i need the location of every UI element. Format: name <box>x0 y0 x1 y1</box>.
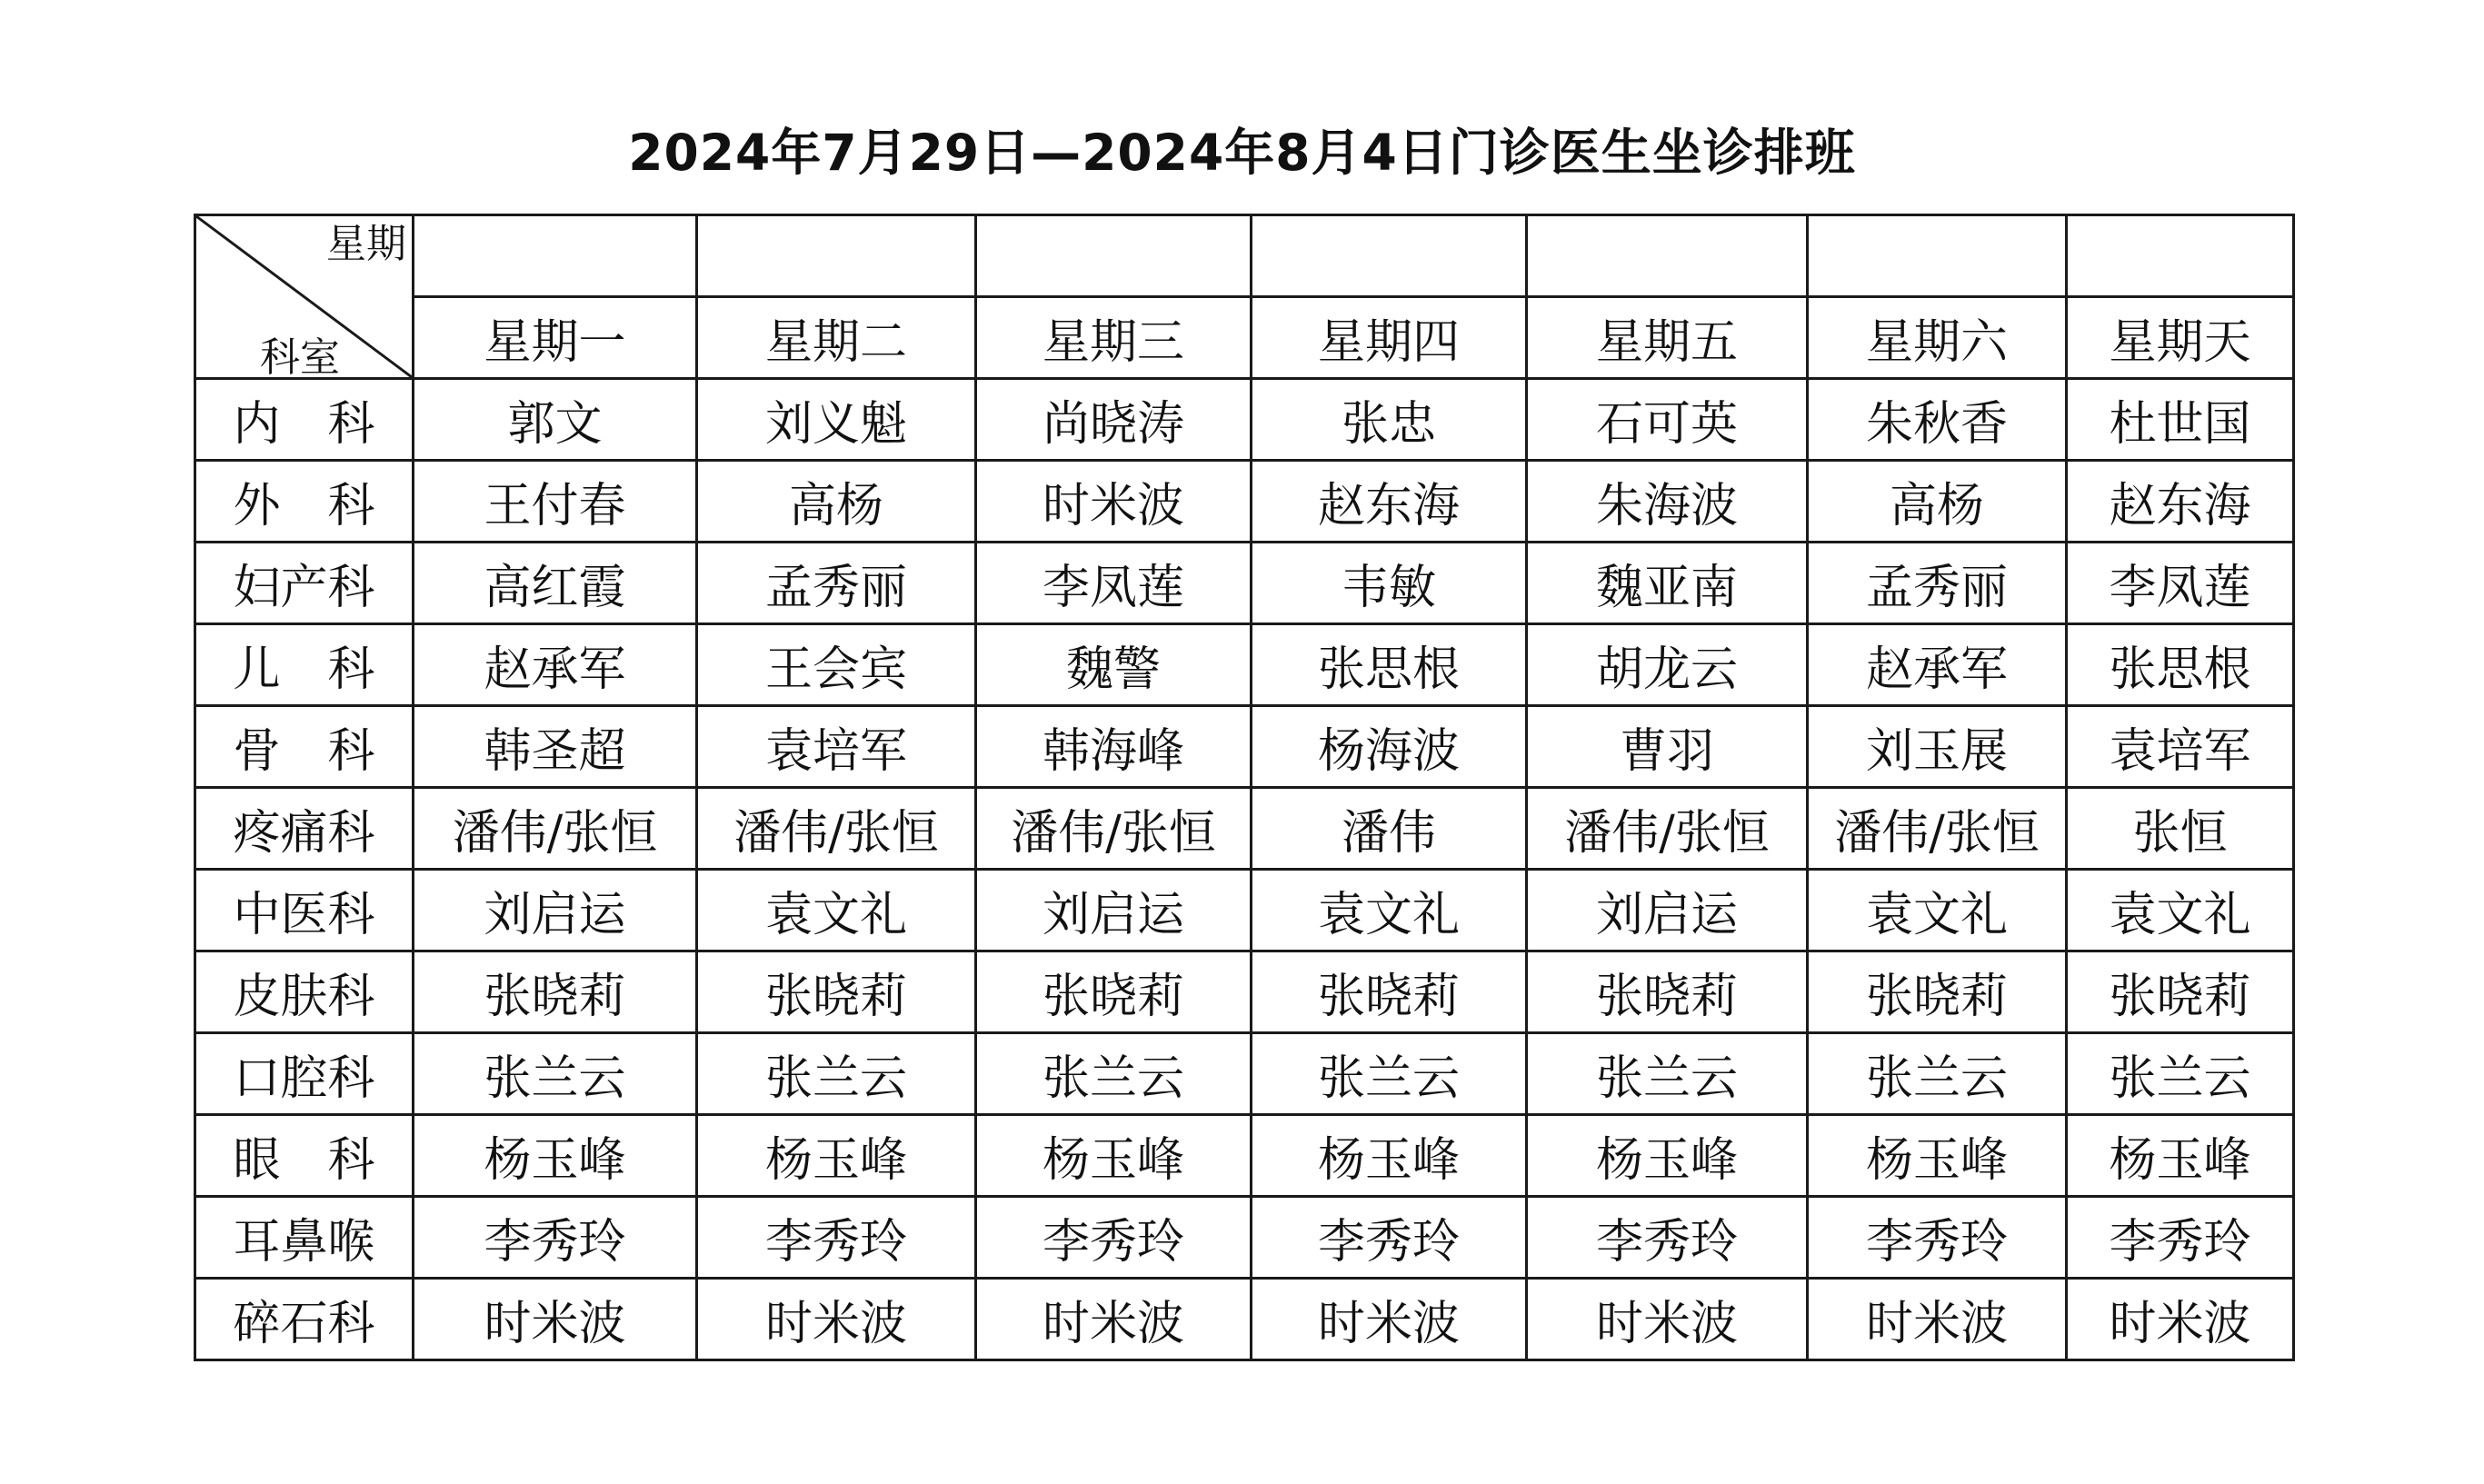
doctor-cell: 袁文礼 <box>2067 870 2294 951</box>
doctor-cell: 李秀玲 <box>697 1197 976 1279</box>
department-cell: 眼 科 <box>195 1115 414 1197</box>
doctor-cell: 潘伟/张恒 <box>1808 788 2067 870</box>
doctor-cell: 张兰云 <box>697 1033 976 1115</box>
doctor-cell: 李秀玲 <box>2067 1197 2294 1279</box>
doctor-cell: 刘启运 <box>414 870 697 951</box>
doctor-cell: 李秀玲 <box>414 1197 697 1279</box>
doctor-cell: 张恒 <box>2067 788 2294 870</box>
doctor-cell: 时米波 <box>2067 1279 2294 1360</box>
doctor-cell: 张兰云 <box>1808 1033 2067 1115</box>
doctor-cell: 曹羽 <box>1527 706 1808 788</box>
doctor-cell: 孟秀丽 <box>697 543 976 624</box>
table-row <box>195 706 2294 788</box>
weekday-header-tue: 星期二 <box>697 297 976 379</box>
doctor-cell: 张兰云 <box>414 1033 697 1115</box>
table-row <box>195 379 2294 461</box>
department-cell: 儿 科 <box>195 624 414 706</box>
weekday-header-sun: 星期天 <box>2067 297 2294 379</box>
doctor-cell: 时米波 <box>1527 1279 1808 1360</box>
department-cell: 骨 科 <box>195 706 414 788</box>
doctor-cell: 潘伟/张恒 <box>976 788 1252 870</box>
doctor-cell: 赵东海 <box>2067 461 2294 543</box>
table-row <box>195 543 2294 624</box>
blank-header-cell <box>1527 215 1808 297</box>
blank-header-cell <box>1808 215 2067 297</box>
doctor-cell: 张晓莉 <box>2067 951 2294 1033</box>
doctor-cell: 李秀玲 <box>1808 1197 2067 1279</box>
doctor-cell: 杨玉峰 <box>697 1115 976 1197</box>
doctor-cell: 张晓莉 <box>1808 951 2067 1033</box>
doctor-cell: 杨海波 <box>1252 706 1527 788</box>
table-row <box>195 1115 2294 1197</box>
doctor-cell: 韩圣超 <box>414 706 697 788</box>
doctor-cell: 赵东海 <box>1252 461 1527 543</box>
doctor-cell: 潘伟 <box>1252 788 1527 870</box>
corner-dept-label: 科室 <box>260 334 340 379</box>
department-cell: 耳鼻喉 <box>195 1197 414 1279</box>
table-row <box>195 461 2294 543</box>
table-row <box>195 1033 2294 1115</box>
weekday-header-wed: 星期三 <box>976 297 1252 379</box>
doctor-cell: 时米波 <box>1808 1279 2067 1360</box>
doctor-cell: 袁培军 <box>2067 706 2294 788</box>
doctor-cell: 李秀玲 <box>1252 1197 1527 1279</box>
doctor-cell: 赵承军 <box>1808 624 2067 706</box>
doctor-cell: 时米波 <box>976 1279 1252 1360</box>
table-row <box>195 870 2294 951</box>
doctor-cell: 李秀玲 <box>1527 1197 1808 1279</box>
doctor-cell: 高杨 <box>697 461 976 543</box>
doctor-cell: 尚晓涛 <box>976 379 1252 461</box>
department-cell: 妇产科 <box>195 543 414 624</box>
doctor-cell: 潘伟/张恒 <box>414 788 697 870</box>
corner-header-cell <box>195 215 414 379</box>
doctor-cell: 袁文礼 <box>1808 870 2067 951</box>
department-cell: 皮肤科 <box>195 951 414 1033</box>
doctor-cell: 高红霞 <box>414 543 697 624</box>
doctor-cell: 朱秋香 <box>1808 379 2067 461</box>
doctor-cell: 张思根 <box>1252 624 1527 706</box>
doctor-cell: 杨玉峰 <box>414 1115 697 1197</box>
doctor-cell: 杜世国 <box>2067 379 2294 461</box>
doctor-cell: 李秀玲 <box>976 1197 1252 1279</box>
weekday-header-row <box>195 297 2294 379</box>
blank-header-cell <box>697 215 976 297</box>
doctor-cell: 张晓莉 <box>1527 951 1808 1033</box>
table-row <box>195 788 2294 870</box>
doctor-cell: 刘玉展 <box>1808 706 2067 788</box>
schedule-body <box>195 379 2294 1360</box>
department-cell: 碎石科 <box>195 1279 414 1360</box>
doctor-cell: 杨玉峰 <box>1808 1115 2067 1197</box>
doctor-cell: 王付春 <box>414 461 697 543</box>
doctor-cell: 张忠 <box>1252 379 1527 461</box>
header-row-blank <box>195 215 2294 297</box>
doctor-cell: 潘伟/张恒 <box>1527 788 1808 870</box>
weekday-header-fri: 星期五 <box>1527 297 1808 379</box>
doctor-cell: 魏亚南 <box>1527 543 1808 624</box>
doctor-cell: 杨玉峰 <box>976 1115 1252 1197</box>
weekday-header-mon: 星期一 <box>414 297 697 379</box>
blank-header-cell <box>1252 215 1527 297</box>
doctor-cell: 张晓莉 <box>976 951 1252 1033</box>
doctor-cell: 张兰云 <box>976 1033 1252 1115</box>
doctor-cell: 时米波 <box>414 1279 697 1360</box>
blank-header-cell <box>976 215 1252 297</box>
table-row <box>195 624 2294 706</box>
page-title: 2024年7月29日—2024年8月4日门诊医生坐诊排班 <box>628 124 1856 182</box>
doctor-cell: 张晓莉 <box>697 951 976 1033</box>
doctor-cell: 潘伟/张恒 <box>697 788 976 870</box>
doctor-cell: 刘启运 <box>1527 870 1808 951</box>
doctor-cell: 袁培军 <box>697 706 976 788</box>
department-cell: 外 科 <box>195 461 414 543</box>
doctor-cell: 韦敏 <box>1252 543 1527 624</box>
doctor-cell: 张晓莉 <box>414 951 697 1033</box>
doctor-cell: 高杨 <box>1808 461 2067 543</box>
doctor-cell: 袁文礼 <box>1252 870 1527 951</box>
doctor-cell: 胡龙云 <box>1527 624 1808 706</box>
schedule-table <box>194 214 2295 1361</box>
doctor-cell: 李凤莲 <box>2067 543 2294 624</box>
doctor-cell: 赵承军 <box>414 624 697 706</box>
doctor-cell: 韩海峰 <box>976 706 1252 788</box>
doctor-cell: 孟秀丽 <box>1808 543 2067 624</box>
doctor-cell: 时米波 <box>697 1279 976 1360</box>
doctor-cell: 张兰云 <box>2067 1033 2294 1115</box>
doctor-cell: 张兰云 <box>1527 1033 1808 1115</box>
doctor-cell: 杨玉峰 <box>1527 1115 1808 1197</box>
doctor-cell: 张思根 <box>2067 624 2294 706</box>
doctor-cell: 王会宾 <box>697 624 976 706</box>
table-row <box>195 1197 2294 1279</box>
department-cell: 内 科 <box>195 379 414 461</box>
weekday-header-sat: 星期六 <box>1808 297 2067 379</box>
doctor-cell: 刘义魁 <box>697 379 976 461</box>
table-row <box>195 951 2294 1033</box>
weekday-header-thu: 星期四 <box>1252 297 1527 379</box>
doctor-cell: 魏警 <box>976 624 1252 706</box>
doctor-cell: 时米波 <box>1252 1279 1527 1360</box>
doctor-cell: 张兰云 <box>1252 1033 1527 1115</box>
blank-header-cell <box>2067 215 2294 297</box>
doctor-cell: 杨玉峰 <box>2067 1115 2294 1197</box>
department-cell: 口腔科 <box>195 1033 414 1115</box>
doctor-cell: 时米波 <box>976 461 1252 543</box>
table-row <box>195 1279 2294 1360</box>
doctor-cell: 刘启运 <box>976 870 1252 951</box>
doctor-cell: 袁文礼 <box>697 870 976 951</box>
doctor-cell: 杨玉峰 <box>1252 1115 1527 1197</box>
doctor-cell: 李凤莲 <box>976 543 1252 624</box>
doctor-cell: 石可英 <box>1527 379 1808 461</box>
doctor-cell: 张晓莉 <box>1252 951 1527 1033</box>
department-cell: 疼痛科 <box>195 788 414 870</box>
doctor-cell: 郭文 <box>414 379 697 461</box>
department-cell: 中医科 <box>195 870 414 951</box>
corner-weekday-label: 星期 <box>326 221 406 267</box>
blank-header-cell <box>414 215 697 297</box>
doctor-cell: 朱海波 <box>1527 461 1808 543</box>
